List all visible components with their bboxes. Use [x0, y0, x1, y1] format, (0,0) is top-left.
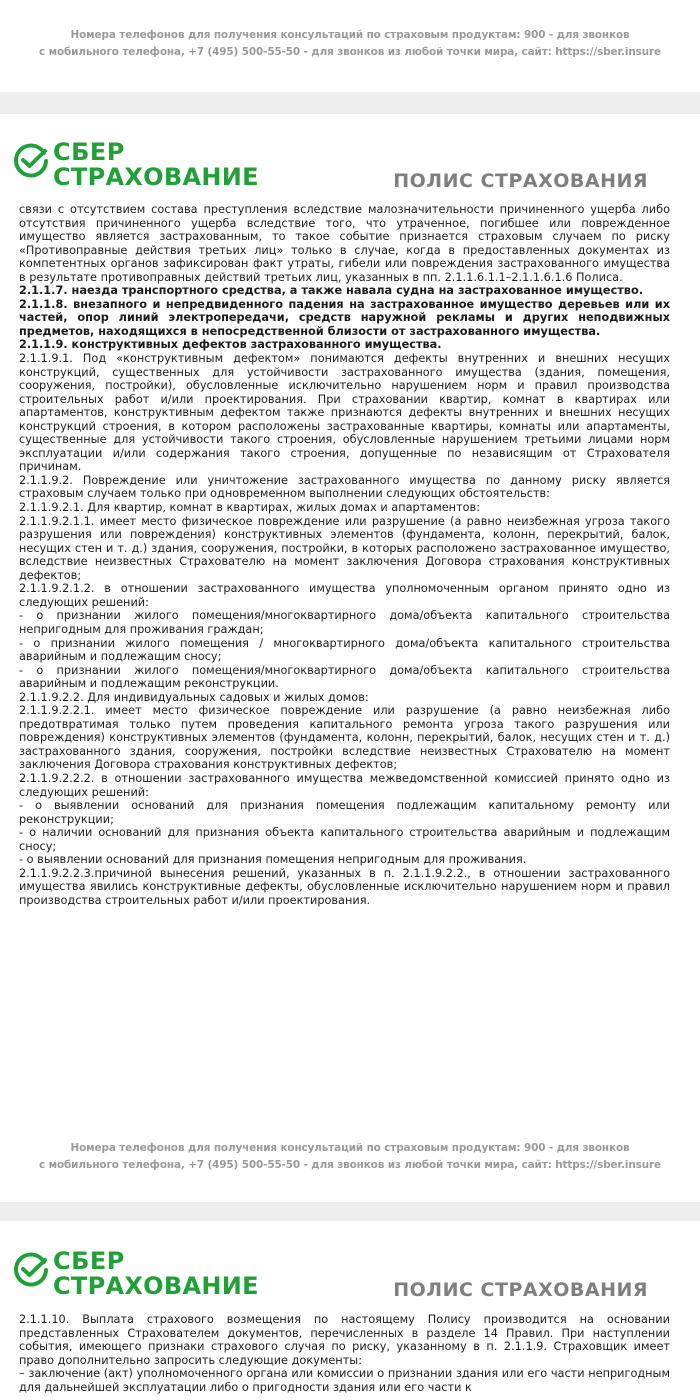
footer-line-2: с мобильного телефона, +7 (495) 500-55-50 - для звонков из любой точки мира, сайт: https://sber.insure [39, 1159, 661, 1171]
paragraph-heading: 2.1.1.9. конструктивных дефектов застрахованного имущества. [19, 338, 442, 352]
paragraph: 2.1.1.9.2.1.2. в отношении застрахованного имущества уполномоченным органом принято одно из следующих решений: [19, 582, 670, 609]
logo-line-2: СТРАХОВАНИЕ [53, 1272, 259, 1300]
paragraph: связи с отсутствием состава преступления вследствие малозначительности причиненного ущерба либо отсутствия причиненного ущерба вследствие того, что утраченное, погибшее или поврежденное имущество является застрахованным, то такое событие признается страховым случаем по риску «Противоправные действия третьих лиц» только в случае, когда в предоставленных документах из компетентных органов зафиксирован факт утраты, гибели или повреждения застрахованного имущества в результате противоправных действий третьих лиц, указанных в пп. 2.1.1.6.1.1–2.1.1.6.1.6 Полиса. [19, 203, 670, 284]
paragraph-list-item: - о признании жилого помещения/многоквартирного дома/объекта капитального строительства непригодным для проживания граждан; [19, 609, 670, 636]
paragraph-list-item: - о выявлении оснований для признания помещения непригодным для проживания. [19, 853, 527, 867]
paragraph-list-item: - о признании жилого помещения/многоквартирного дома/объекта капитального строительства аварийным и подлежащим реконструкции. [19, 663, 670, 691]
document-body [19, 203, 670, 907]
paragraph-list-item: - о наличии оснований для признания объекта капитального строительства аварийным и подлежащим сносу; [19, 826, 670, 853]
logo-line-1: СБЕР [53, 1247, 125, 1275]
paragraph-list-item: - о выявлении оснований для признания помещения подлежащим капитальному ремонту или реконструкции; [19, 799, 670, 826]
sber-check-icon [13, 143, 49, 179]
paragraph-heading: 2.1.1.8. внезапного и непредвиденного падения на застрахованное имущество деревьев или их частей, опор линий электропередачи, средств наружной рекламы и других неподвижных предметов, находящихся в непосредственной близости от застрахованного имущества. [19, 297, 670, 338]
paragraph-list-item: - о признании жилого помещения / многоквартирного дома/объекта капитального строительства аварийным и подлежащим сносу; [19, 636, 670, 664]
page-2 [0, 1221, 700, 1400]
paragraph: – заключение (акт) уполномоченного органа или комиссии о признании здания или его части непригодным для дальнейшей эксплуатации либо о пригодности здания или его части к [19, 1367, 670, 1394]
paragraph: 2.1.1.9.2.2.3.причиной вынесения решений, указанных в п. 2.1.1.9.2.2., в отношении застрахованного имущества явились конструктивные дефекты, обусловленные исключительно нарушением норм и правил производства строительных работ и/или проектирования. [19, 866, 670, 907]
paragraph: 2.1.1.9.2.2.2. в отношении застрахованного имущества межведомственной комиссией принято одно из следующих решений: [19, 771, 670, 799]
paragraph: 2.1.1.9.1. Под «конструктивным дефектом» понимаются дефекты внутренних и внешних несущих конструкций, существенных для устойчивости застрахованного имущества (здания, помещения, сооружения, постройки), обусловленные исключительно нарушением норм и правил производства строительных работ и/или проектирования. При страховании квартир, комнат в квартирах или апартаментов, конструктивным дефектом также признаются дефекты внутренних и внешних несущих конструкций строения, в котором расположены застрахованные квартиры, комнаты или апартаменты, существенные для устойчивости такого строения, обусловленные нарушением третьими лицами норм эксплуатации и/или содержания такого строения, допущенные по независящим от Страхователя причинам. [19, 352, 670, 474]
logo-line-2: СТРАХОВАНИЕ [53, 163, 259, 191]
policy-title: ПОЛИС СТРАХОВАНИЯ [393, 170, 648, 192]
paragraph: 2.1.1.9.2.2.1. имеет место физическое повреждение или разрушение (а равно неизбежная либо предотвратимая только путем проведения капитального ремонта угроза такого разрушения или повреждения) конструктивных элементов (фундамента, колонн, перекрытий, балок, несущих стен и т. д.) застрахованного здания, сооружения, постройки вследствие неизвестных Страхователю на момент заключения Договора страхования конструктивных дефектов; [19, 704, 670, 772]
paragraph-heading: 2.1.1.7. наезда транспортного средства, а также навала судна на застрахованное имущество. [19, 284, 644, 298]
paragraph: 2.1.1.9.2. Повреждение или уничтожение застрахованного имущества по данному риску является страховым случаем только при одновременном выполнении следующих обстоятельств: [19, 473, 670, 501]
footer-line-1: Номера телефонов для получения консультаций по страховым продуктам: 900 - для звонков [70, 1142, 630, 1154]
page-footer [0, 0, 700, 61]
sber-logo [13, 140, 259, 190]
page-footer [0, 1140, 700, 1174]
sber-check-icon [13, 1252, 49, 1288]
logo-line-1: СБЕР [53, 138, 125, 166]
page-top [0, 0, 700, 92]
footer-line-2: с мобильного телефона, +7 (495) 500-55-50 - для звонков из любой точки мира, сайт: https://sber.insure [39, 46, 661, 58]
paragraph: 2.1.1.10. Выплата страхового возмещения по настоящему Полису производится на основании представленных Страхователем документов, перечисленных в разделе 14 Правил. При наступлении события, имеющего признаки страхового случая по риску, указанному в п. 2.1.1.9. Страховщик имеет право дополнительно запросить следующие документы: [19, 1313, 670, 1367]
document-body [19, 1313, 670, 1394]
sber-logo [13, 1249, 259, 1299]
paragraph: 2.1.1.9.2.1.1. имеет место физическое повреждение или разрушение (а равно неизбежная угроза такого разрушения или повреждения) конструктивных элементов (фундамента, колонн, перекрытий, балок, несущих стен и т. д.) здания, сооружения, постройки, в которых расположено застрахованное имущество, вследствие неизвестных Страхователю на момент заключения Договора страхования конструктивных дефектов; [19, 514, 670, 582]
paragraph: 2.1.1.9.2.2. Для индивидуальных садовых и жилых домов: [19, 690, 369, 704]
policy-title: ПОЛИС СТРАХОВАНИЯ [393, 1279, 648, 1301]
footer-line-1: Номера телефонов для получения консультаций по страховым продуктам: 900 - для звонков [70, 29, 630, 41]
paragraph: 2.1.1.9.2.1. Для квартир, комнат в квартирах, жилых домах и апартаментов: [19, 501, 481, 515]
page-1 [0, 114, 700, 1202]
